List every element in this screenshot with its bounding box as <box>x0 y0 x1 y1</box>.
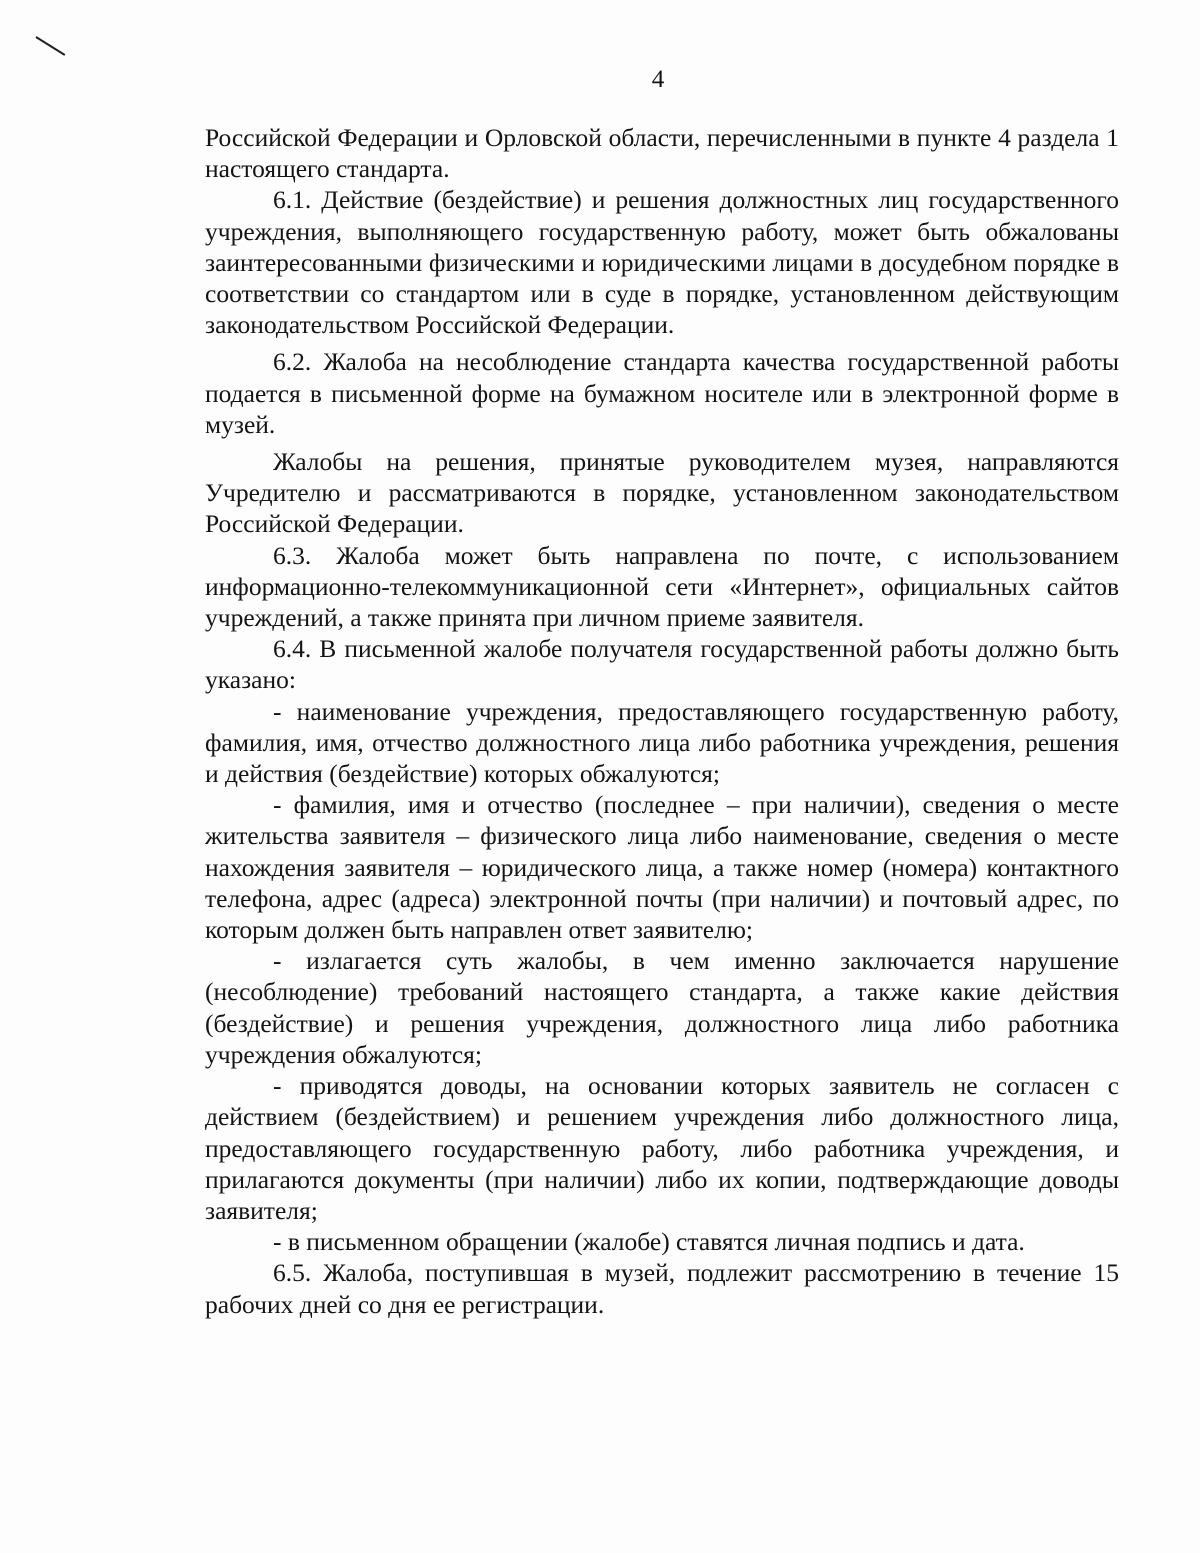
paragraph-6-3: 6.3. Жалоба может быть направлена по почте, с использованием информационно-телекоммуникационной сети «Интернет», официальных сайтов учреждений, а также принята при личном приеме заявителя. <box>205 540 1119 633</box>
list-item-complaint-essence: - излагается суть жалобы, в чем именно заключается нарушение (несоблюдение) требований настоящего стандарта, а также какие действия (бездействие) и решения учреждения, должностного лица либо работника учреждения обжалуются; <box>205 946 1119 1069</box>
paragraph-6-5: 6.5. Жалоба, поступившая в музей, подлежит рассмотрению в течение 15 рабочих дней со дня ее регистрации. <box>205 1258 1119 1319</box>
paragraph-6-2: 6.2. Жалоба на несоблюдение стандарта качества государственной работы подается в письменной форме на бумажном носителе или в электронной форме в музей. <box>205 347 1119 439</box>
page-number: 4 <box>651 66 665 93</box>
paragraph-6-4: 6.4. В письменной жалобе получателя государственной работы должно быть указано: <box>205 634 1119 695</box>
document-body <box>205 122 1119 1320</box>
paragraph-6-1: 6.1. Действие (бездействие) и решения должностных лиц государственного учреждения, выполняющего государственную работу, может быть обжалованы заинтересованными физическими и юридическими лицами в досудебном порядке в соответствии со стандартом или в суде в порядке, установленном действующим законодательством Российской Федерации. <box>205 185 1119 340</box>
scan-mark <box>35 36 65 56</box>
paragraph-continuation: Российской Федерации и Орловской области, перечисленными в пункте 4 раздела 1 настоящего стандарта. <box>205 123 1119 184</box>
list-item-institution-name: - наименование учреждения, предоставляющего государственную работу, фамилия, имя, отчество должностного лица либо работника учреждения, решения и действия (бездействие) которых обжалуются; <box>205 696 1119 789</box>
list-item-applicant-details: - фамилия, имя и отчество (последнее – при наличии), сведения о месте жительства заявителя – физического лица либо наименование, сведения о месте нахождения заявителя – юридического лица, а также номер (номера) контактного телефона, адрес (адреса) электронной почты (при наличии) и почтовый адрес, по которым должен быть направлен ответ заявителю; <box>205 790 1119 945</box>
list-item-arguments: - приводятся доводы, на основании которых заявитель не согласен с действием (бездействием) и решением учреждения либо должностного лица, предоставляющего государственную работу, либо работника учреждения, и прилагаются документы (при наличии) либо их копии, подтверждающие доводы заявителя; <box>205 1071 1119 1225</box>
list-item-signature-date: - в письменном обращении (жалобе) ставятся личная подпись и дата. <box>273 1227 1025 1257</box>
paragraph-complaints-decisions: Жалобы на решения, принятые руководителем музея, направляются Учредителю и рассматриваются в порядке, установленном законодательством Российской Федерации. <box>205 447 1119 539</box>
